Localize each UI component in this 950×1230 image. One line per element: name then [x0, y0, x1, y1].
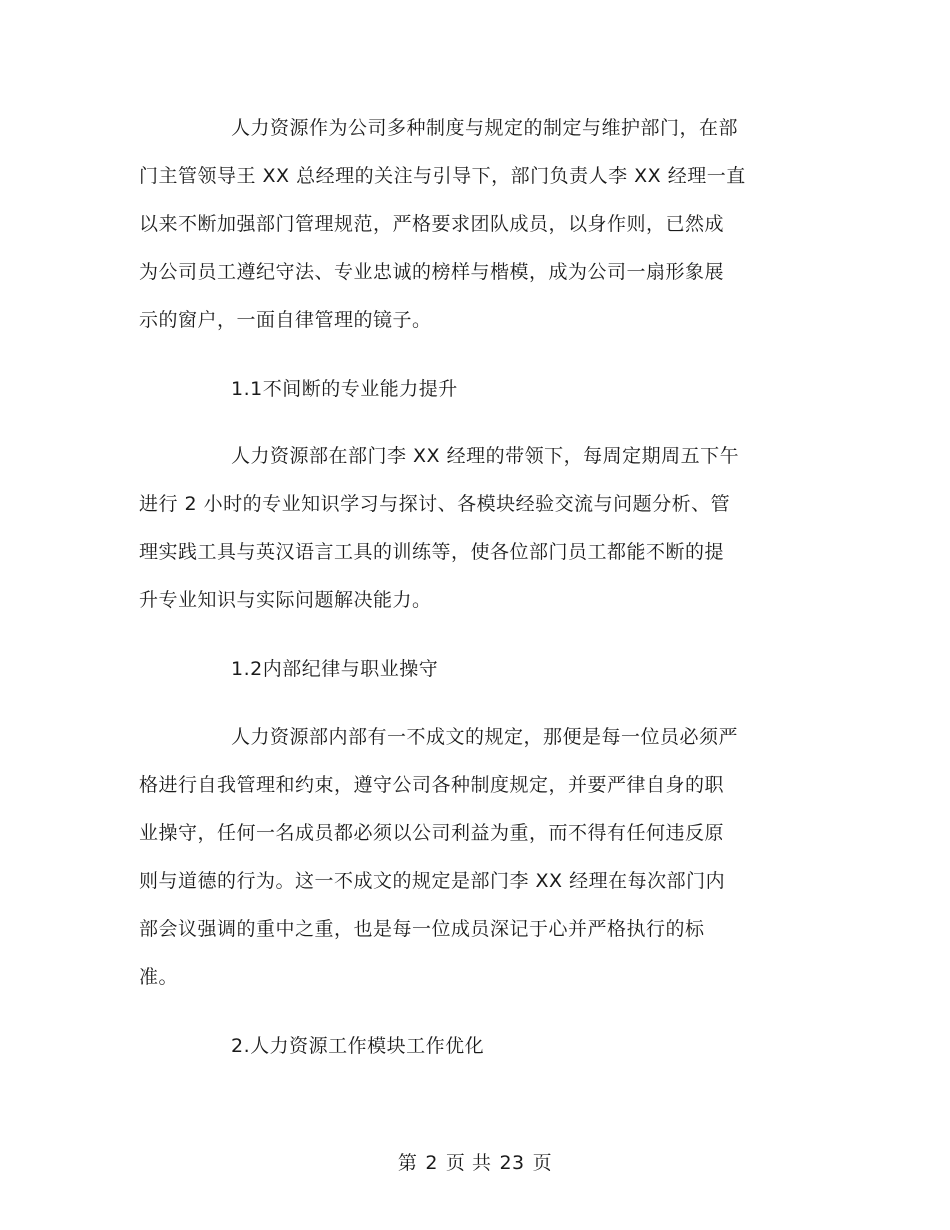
paragraph-line: 格进行自我管理和约束，遵守公司各种制度规定，并要严律自身的职 [139, 774, 725, 796]
paragraph-line: 示的窗户，一面自律管理的镜子。 [139, 309, 432, 331]
page-suffix: 页 [532, 1152, 553, 1174]
total-page-number: 23 [499, 1152, 525, 1174]
paragraph-line: 人力资源部内部有一不成文的规定，那便是每一位员必须严 [231, 726, 739, 748]
page-number-footer [0, 1151, 950, 1175]
section-heading: 1.1不间断的专业能力提升 [231, 378, 458, 400]
paragraph-line: 部会议强调的重中之重，也是每一位成员深记于心并严格执行的标 [139, 918, 705, 940]
paragraph-line: 人力资源部在部门李 XX 经理的带领下，每周定期周五下午 [231, 445, 740, 467]
paragraph-line: 则与道德的行为。这一不成文的规定是部门李 XX 经理在每次部门内 [139, 870, 726, 892]
paragraph-line: 升专业知识与实际问题解决能力。 [139, 589, 432, 611]
paragraph-line: 人力资源作为公司多种制度与规定的制定与维护部门，在部 [231, 117, 739, 139]
paragraph-line: 为公司员工遵纪守法、专业忠诚的榜样与楷模，成为公司一扇形象展 [139, 261, 725, 283]
paragraph-line: 业操守，任何一名成员都必须以公司利益为重，而不得有任何违反原 [139, 822, 725, 844]
paragraph-line: 以来不断加强部门管理规范，严格要求团队成员，以身作则，已然成 [139, 213, 725, 235]
section-heading: 1.2内部纪律与职业操守 [231, 658, 439, 680]
paragraph-line: 准。 [139, 966, 179, 988]
paragraph-line: 理实践工具与英汉语言工具的训练等，使各位部门员工都能不断的提 [139, 541, 725, 563]
paragraph-line: 进行 2 小时的专业知识学习与探讨、各模块经验交流与问题分析、管 [139, 493, 731, 515]
current-page-number: 2 [425, 1152, 438, 1174]
page-prefix: 第 [397, 1152, 418, 1174]
section-heading: 2.人力资源工作模块工作优化 [231, 1035, 485, 1057]
paragraph-line: 门主管领导王 XX 总经理的关注与引导下，部门负责人李 XX 经理一直 [139, 165, 746, 187]
page-mid: 页 共 [445, 1152, 492, 1174]
